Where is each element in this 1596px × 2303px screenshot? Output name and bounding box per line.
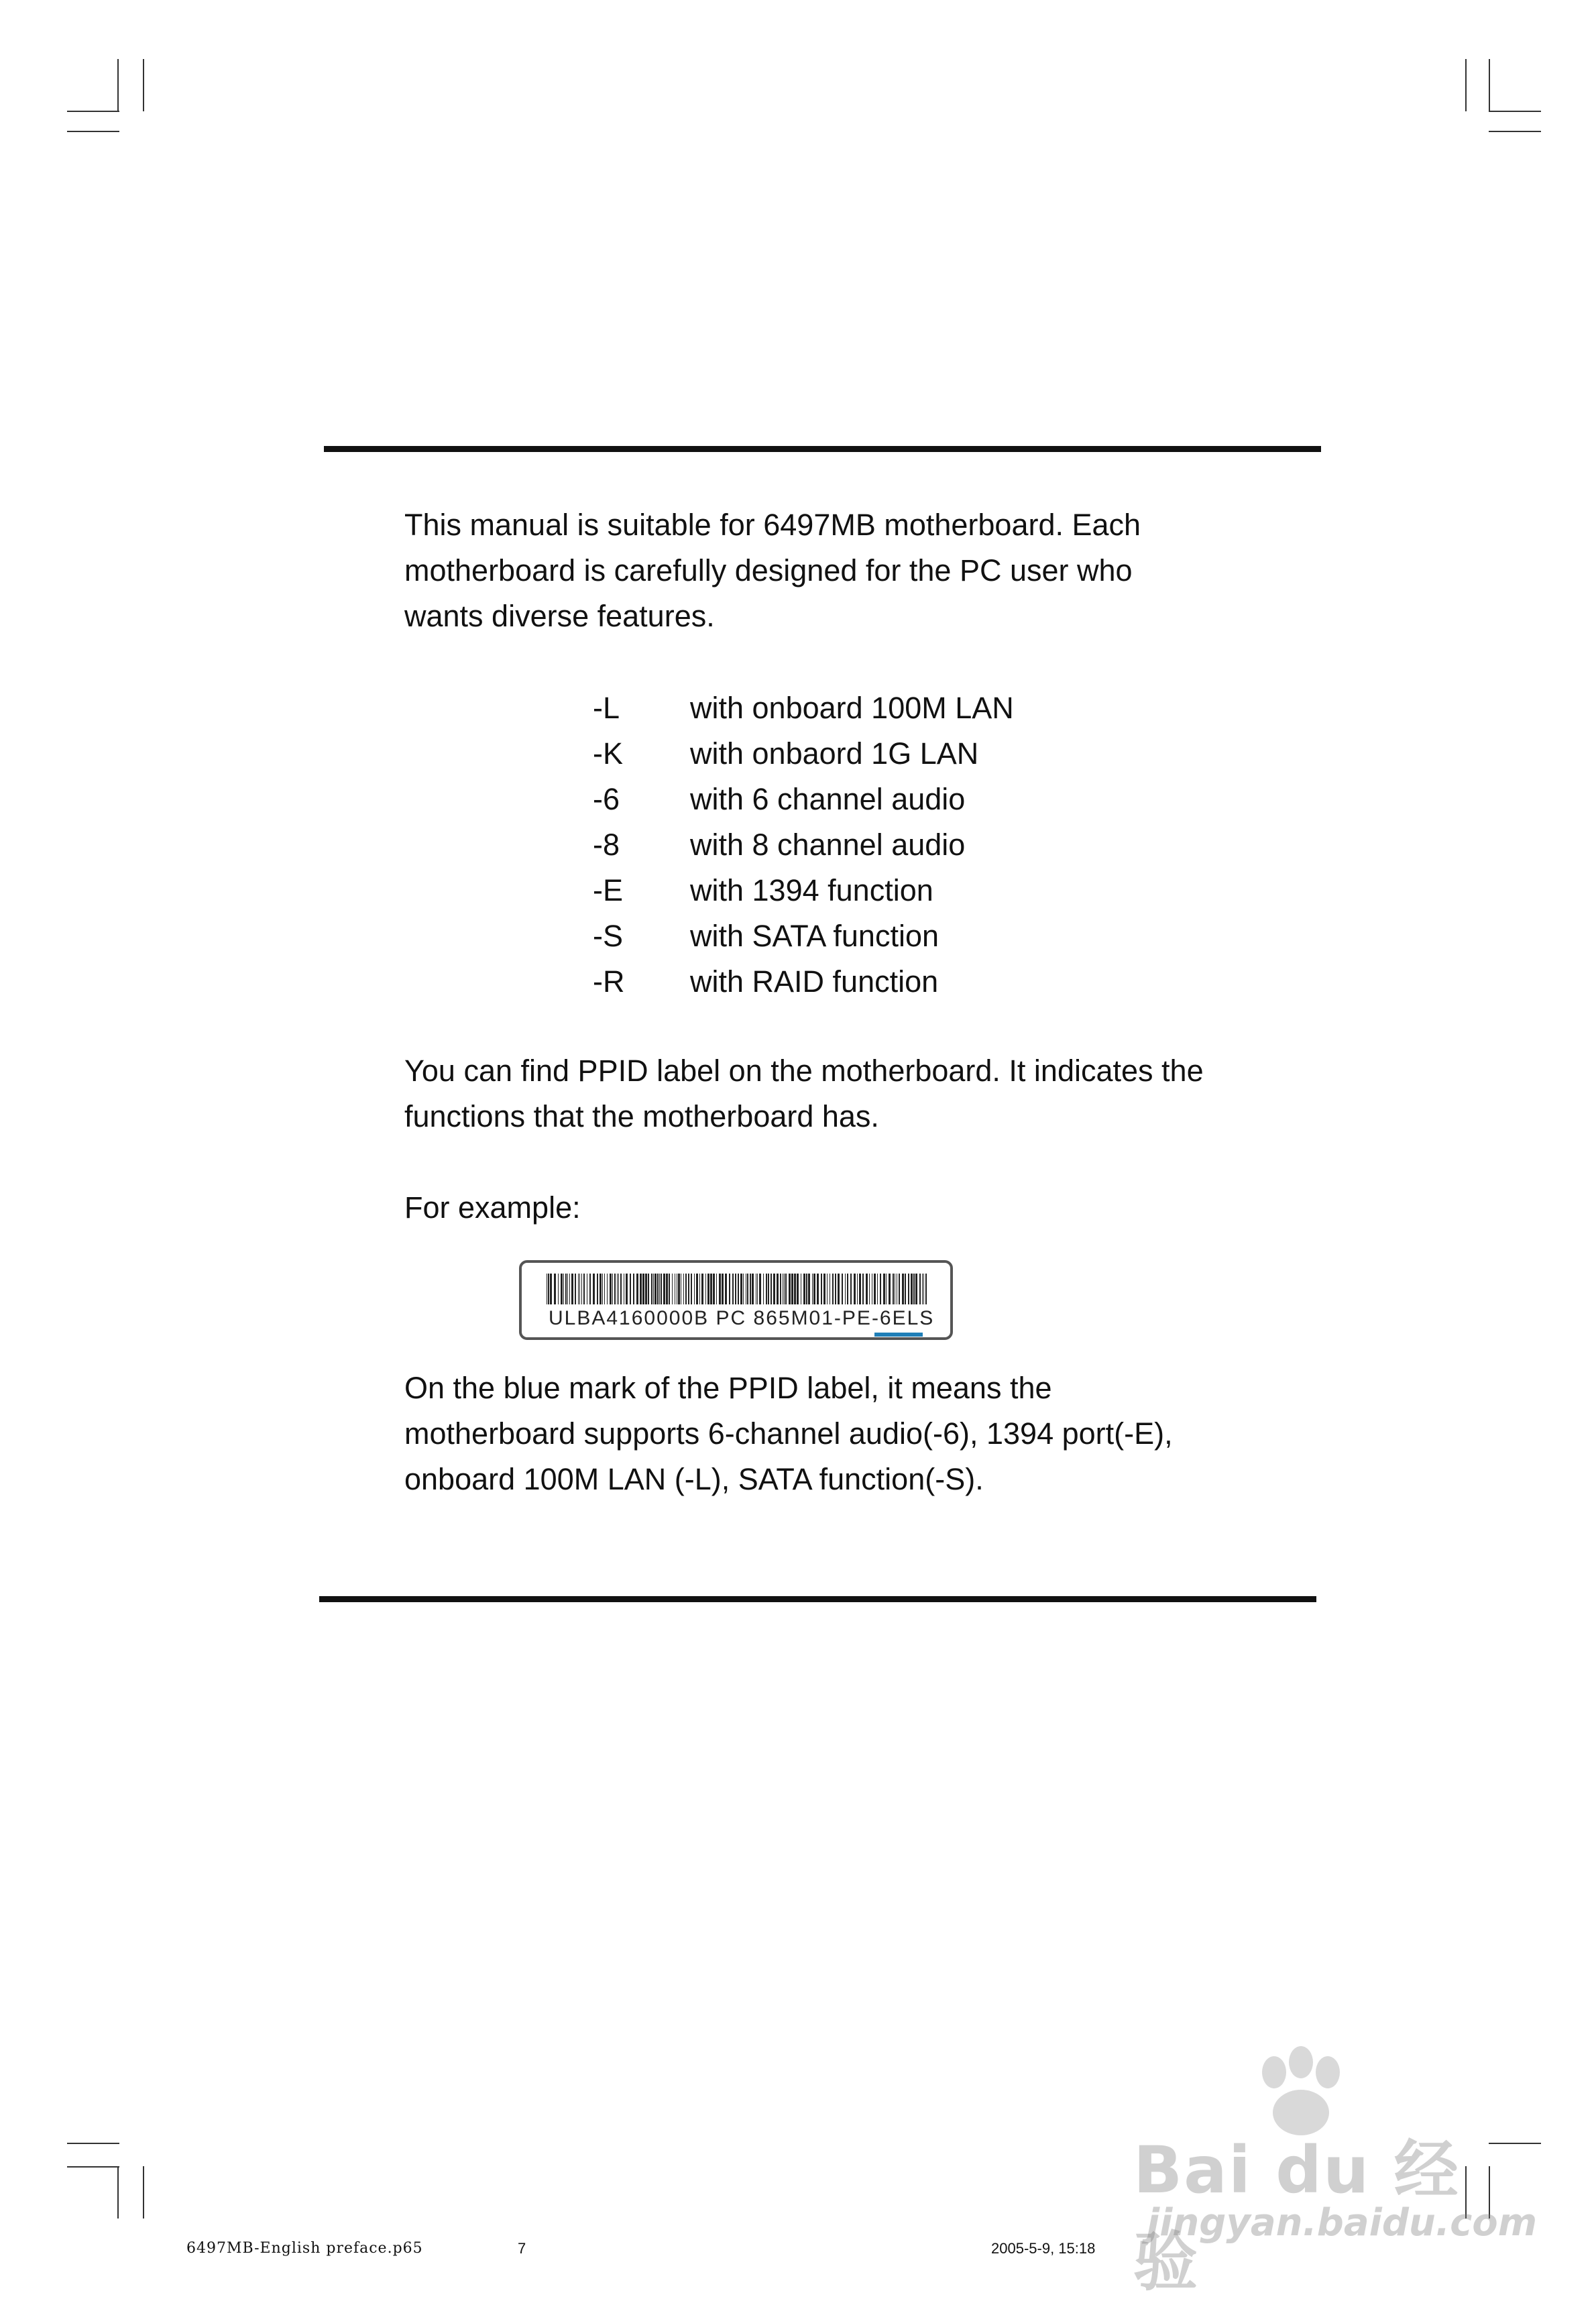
watermark-brand: Bai du 经验 [1133,2133,1460,2300]
bottom-rule [319,1596,1316,1602]
option-code: -8 [593,828,620,862]
ppid-label-text: ULBA4160000B PC 865M01-PE-6ELS [549,1307,935,1329]
option-description: with 1394 function [690,873,933,907]
baidu-watermark [1133,2045,1538,2300]
blue-mark [874,1333,923,1337]
explanation-line: onboard 100M LAN (-L), SATA function(-S). [404,1462,984,1496]
option-code: -K [593,736,623,771]
explanation-paragraph [404,1365,1330,1502]
footer-datetime: 2005-5-9, 15:18 [991,2240,1096,2257]
ppid-paragraph [404,1048,1330,1139]
crop-mark [143,2166,144,2218]
option-code: -6 [593,782,620,816]
option-description: with RAID function [690,964,939,999]
option-code: -L [593,691,620,725]
ppid-line: You can find PPID label on the motherboard. It indicates the [404,1054,1204,1088]
option-description: with SATA function [690,919,939,953]
option-description: with 6 channel audio [690,782,966,816]
crop-mark [1465,59,1467,111]
crop-mark [1489,131,1541,132]
top-rule [324,446,1321,452]
watermark-site: jingyan.baidu.com [1147,2201,1538,2245]
intro-paragraph [404,502,1330,639]
crop-mark [1489,59,1490,111]
footer-page-number: 7 [518,2240,526,2257]
intro-line: wants diverse features. [404,599,715,633]
crop-mark [67,2166,119,2168]
barcode-image [547,1274,929,1304]
option-description: with 8 channel audio [690,828,966,862]
crop-mark [117,59,119,111]
ppid-label [519,1260,953,1340]
option-code: -S [593,919,623,953]
crop-mark [67,2143,119,2144]
ppid-line: functions that the motherboard has. [404,1099,879,1133]
footer-filename: 6497MB-English preface.p65 [186,2240,423,2257]
crop-mark [67,131,119,132]
crop-mark [1489,111,1541,112]
explanation-line: On the blue mark of the PPID label, it means the [404,1371,1052,1405]
example-heading: For example: [404,1190,581,1225]
crop-mark [67,111,119,112]
crop-mark [143,59,144,111]
option-code: -E [593,873,623,907]
option-code: -R [593,964,625,999]
intro-line: This manual is suitable for 6497MB motherboard. Each [404,508,1141,542]
explanation-line: motherboard supports 6-channel audio(-6), 1394 port(-E), [404,1416,1173,1451]
option-description: with onbaord 1G LAN [690,736,979,771]
crop-mark [117,2166,119,2218]
option-description: with onboard 100M LAN [690,691,1014,725]
intro-line: motherboard is carefully designed for the PC user who [404,553,1133,587]
